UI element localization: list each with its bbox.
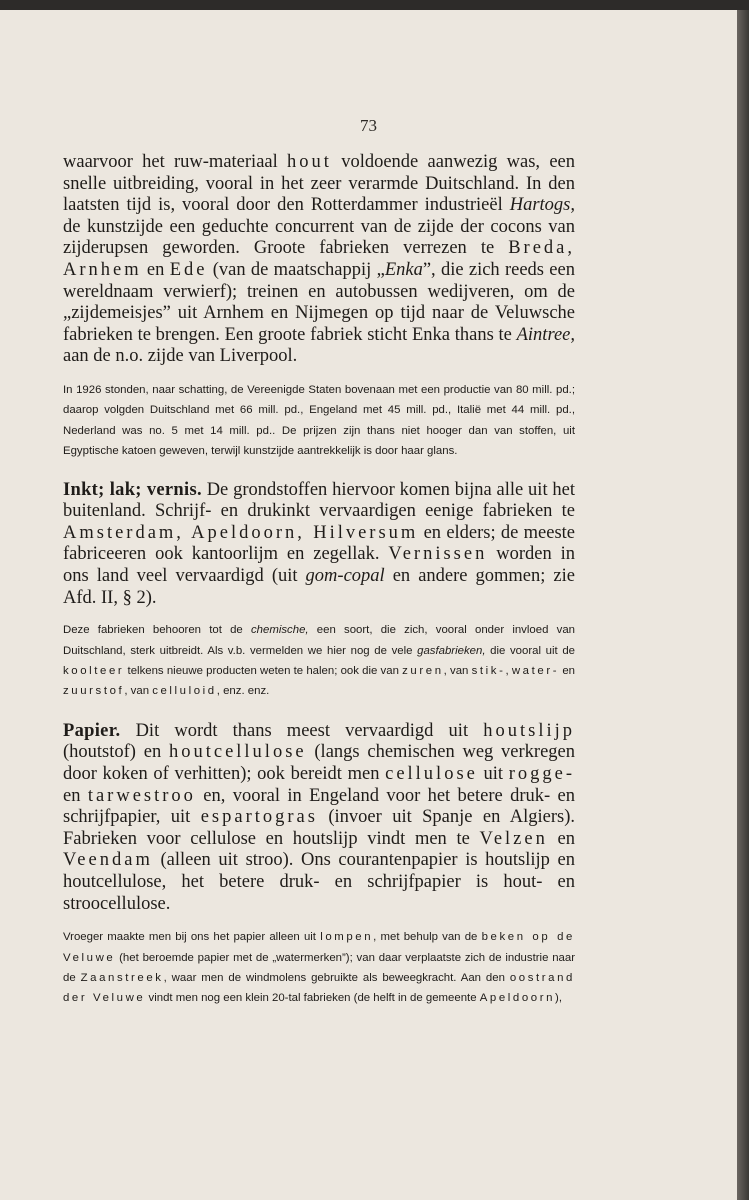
note-chemische-fabrieken: Deze fabrieken behooren tot de chemische, een soort, die zich, vooral onder invloed van Duitschland, sterk uitbreidt. Als v.b. vermelden we hier nog de vele gasfabrieken, die vooral uit de koolteer telkens nieuwe producten weten te halen; ook die van zuren, van stik-, water- en zuurstof, van celluloid, enz. enz. bbox=[63, 624, 575, 698]
page-number: 73 bbox=[360, 116, 377, 135]
section-heading-papier: Papier. bbox=[63, 720, 121, 741]
page-edge bbox=[737, 10, 749, 1200]
page-content bbox=[63, 152, 575, 1009]
note-production-statistics: In 1926 stonden, naar schatting, de Vereenigde Staten bovenaan met een productie van 80 mill. pd.; daarop volgden Duitschland met 66 mill. pd., Engeland met 45 mill. pd., Italië met 44 mill. pd., Nederland was no. 5 met 14 mill. pd.. De prijzen zijn thans niet hooger dan van stoffen, uit Egyptische katoen geweven, terwijl kunstzijde aantrekkelijk is door haar glans. bbox=[63, 383, 575, 458]
paragraph-papier: Papier. Dit wordt thans meest vervaardigd uit houtslijp (houtstof) en houtcellulose (langs chemischen weg verkregen door koken of verhitten); ook bereidt men cellulose uit rogge- en tarwestroo en, vooral in Engeland voor het betere druk- en schrijfpapier, uit espartogras (invoer uit Spanje en Algiers). Fabrieken voor cellulose en houtslijp vindt men te Velzen en Veendam (alleen uit stroo). Ons courantenpapier is houtslijp en houtcellulose, het betere druk- en schrijfpapier is hout- en stroocellulose. bbox=[63, 720, 576, 914]
note-papier-geschiedenis: Vroeger maakte men bij ons het papier alleen uit lompen, met behulp van de beken op de Veluwe (het beroemde papier met de „watermerken”); van daar verplaatste zich de industrie naar de Zaanstreek, waar men de windmolens gebruikte als beweegkracht. Aan den oostrand der Veluwe vindt men nog een klein 20-tal fabrieken (de helft in de gemeente Apeldoorn), bbox=[63, 931, 575, 1005]
paragraph-kunstzijde: waarvoor het ruw-materiaal hout voldoende aanwezig was, een snelle uitbreiding, vooral in het zeer verarmde Duitschland. In den laatsten tijd is, vooral door den Rotterdammer industrieël Hartogs, de kunstzijde een geduchte concurrent van de zijde der cocons van zijderupsen geworden. Groote fabrieken verrezen te Breda, Arnhem en Ede (van de maatschappij „Enka”, die zich reeds een wereldnaam verwierf); treinen en autobussen wedijveren, om de „zijdemeisjes” uit Arnhem en Nijmegen op tijd naar de Veluwsche fabrieken te brengen. Een groote fabriek sticht Enka thans te Aintree, aan de n.o. zijde van Liverpool. bbox=[63, 152, 575, 367]
paragraph-inkt-lak-vernis: Inkt; lak; vernis. De grondstoffen hiervoor komen bijna alle uit het buitenland. Schrijf- en drukinkt vervaardigen eenige fabrieken te Amsterdam, Apeldoorn, Hilversum en elders; de meeste fabriceeren ook kantoorlijm en zegellak. Vernissen worden in ons land veel vervaardigd (uit gom-copal en andere gommen; zie Afd. II, § 2). bbox=[63, 479, 575, 608]
section-heading-inkt: Inkt; lak; vernis. bbox=[63, 479, 202, 500]
